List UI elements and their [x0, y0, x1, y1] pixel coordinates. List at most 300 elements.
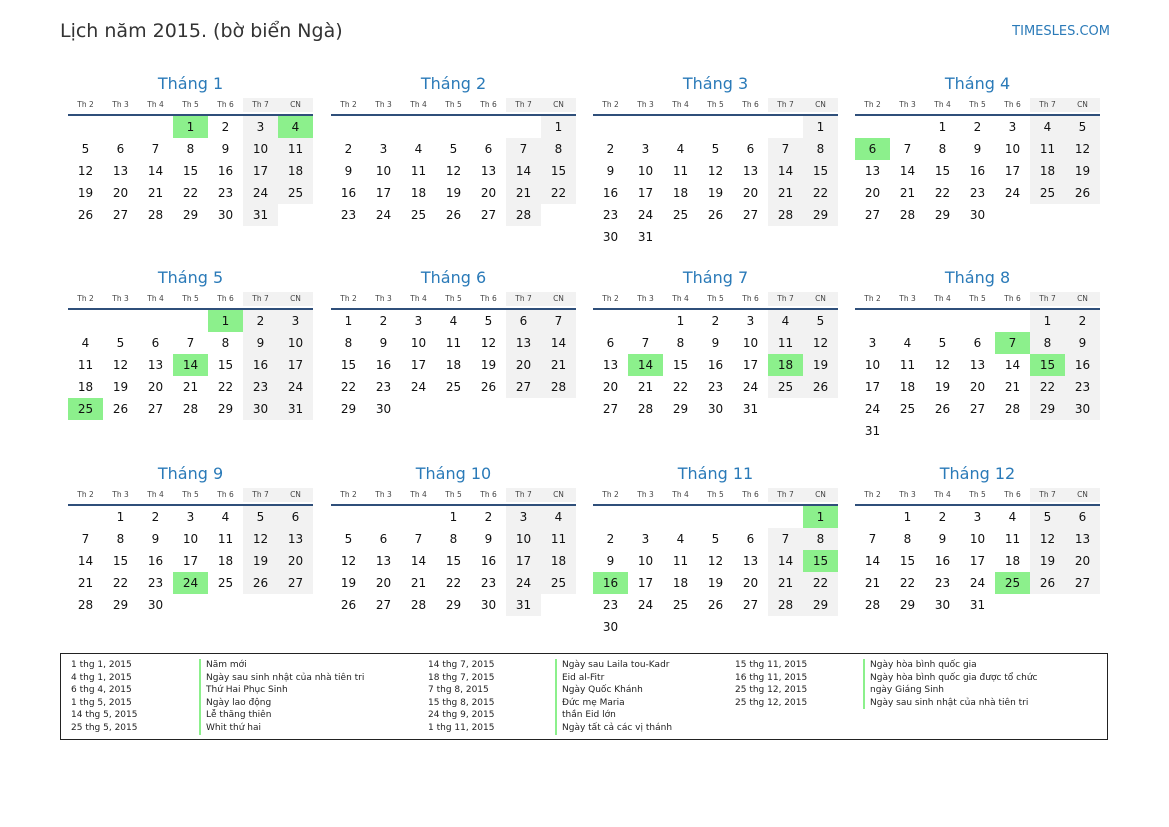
day-cell[interactable]: 15 [541, 160, 576, 182]
day-cell[interactable]: 11 [77, 358, 94, 372]
day-cell[interactable]: 6 [506, 310, 541, 332]
day-cell[interactable]: 9 [344, 164, 353, 178]
day-cell[interactable]: 28 [768, 594, 803, 616]
day-cell[interactable]: 12 [243, 528, 278, 550]
day-cell[interactable]: 14 [768, 160, 803, 182]
day-cell[interactable]: 12 [112, 358, 129, 372]
day-cell[interactable]: 6 [1065, 506, 1100, 528]
day-cell[interactable]: 17 [742, 358, 759, 372]
day-cell[interactable]: 2 [711, 314, 720, 328]
day-cell[interactable]: 13 [1065, 528, 1100, 550]
day-cell[interactable]: 9 [938, 532, 947, 546]
day-cell[interactable]: 14 [506, 160, 541, 182]
day-cell[interactable]: 5 [484, 314, 493, 328]
day-cell[interactable]: 24 [173, 572, 208, 594]
day-cell[interactable]: 30 [1065, 398, 1100, 420]
day-cell[interactable]: 15 [803, 550, 838, 572]
day-cell[interactable]: 25 [899, 402, 916, 416]
day-cell[interactable]: 10 [375, 164, 392, 178]
day-cell[interactable]: 25 [541, 572, 576, 594]
day-cell[interactable]: 3 [243, 116, 278, 138]
day-cell[interactable]: 5 [344, 532, 353, 546]
day-cell[interactable]: 27 [480, 208, 497, 222]
day-cell[interactable]: 31 [742, 402, 759, 416]
day-cell[interactable]: 6 [855, 138, 890, 160]
day-cell[interactable]: 11 [899, 358, 916, 372]
day-cell[interactable]: 2 [151, 510, 160, 524]
day-cell[interactable]: 15 [934, 164, 951, 178]
day-cell[interactable]: 29 [182, 208, 199, 222]
day-cell[interactable]: 29 [1030, 398, 1065, 420]
day-cell[interactable]: 6 [746, 532, 755, 546]
day-cell[interactable]: 22 [672, 380, 689, 394]
day-cell[interactable]: 3 [379, 142, 388, 156]
day-cell[interactable]: 23 [147, 576, 164, 590]
day-cell[interactable]: 27 [375, 598, 392, 612]
day-cell[interactable]: 17 [182, 554, 199, 568]
day-cell[interactable]: 9 [151, 532, 160, 546]
day-cell[interactable]: 16 [1065, 354, 1100, 376]
day-cell[interactable]: 26 [77, 208, 94, 222]
day-cell[interactable]: 22 [112, 576, 129, 590]
day-cell[interactable]: 4 [768, 310, 803, 332]
day-cell[interactable]: 9 [606, 164, 615, 178]
day-cell[interactable]: 14 [864, 554, 881, 568]
day-cell[interactable]: 8 [186, 142, 195, 156]
day-cell[interactable]: 12 [934, 358, 951, 372]
day-cell[interactable]: 1 [803, 506, 838, 528]
day-cell[interactable]: 26 [707, 598, 724, 612]
day-cell[interactable]: 19 [340, 576, 357, 590]
day-cell[interactable]: 1 [903, 510, 912, 524]
day-cell[interactable]: 11 [672, 554, 689, 568]
day-cell[interactable]: 29 [340, 402, 357, 416]
day-cell[interactable]: 20 [278, 550, 313, 572]
day-cell[interactable]: 9 [221, 142, 230, 156]
day-cell[interactable]: 19 [480, 358, 497, 372]
day-cell[interactable]: 27 [506, 376, 541, 398]
day-cell[interactable]: 25 [768, 376, 803, 398]
day-cell[interactable]: 4 [1008, 510, 1017, 524]
day-cell[interactable]: 23 [217, 186, 234, 200]
day-cell[interactable]: 26 [112, 402, 129, 416]
day-cell[interactable]: 30 [602, 230, 619, 244]
day-cell[interactable]: 17 [243, 160, 278, 182]
day-cell[interactable]: 13 [480, 164, 497, 178]
day-cell[interactable]: 30 [480, 598, 497, 612]
day-cell[interactable]: 6 [746, 142, 755, 156]
day-cell[interactable]: 16 [375, 358, 392, 372]
day-cell[interactable]: 6 [116, 142, 125, 156]
day-cell[interactable]: 9 [606, 554, 615, 568]
day-cell[interactable]: 23 [602, 208, 619, 222]
day-cell[interactable]: 16 [969, 164, 986, 178]
day-cell[interactable]: 27 [742, 208, 759, 222]
day-cell[interactable]: 11 [445, 336, 462, 350]
day-cell[interactable]: 14 [410, 554, 427, 568]
day-cell[interactable]: 5 [803, 310, 838, 332]
day-cell[interactable]: 10 [278, 332, 313, 354]
day-cell[interactable]: 7 [768, 528, 803, 550]
day-cell[interactable]: 28 [77, 598, 94, 612]
day-cell[interactable]: 1 [208, 310, 243, 332]
day-cell[interactable]: 15 [182, 164, 199, 178]
day-cell[interactable]: 21 [899, 186, 916, 200]
day-cell[interactable]: 7 [151, 142, 160, 156]
day-cell[interactable]: 21 [147, 186, 164, 200]
day-cell[interactable]: 21 [77, 576, 94, 590]
day-cell[interactable]: 23 [480, 576, 497, 590]
day-cell[interactable]: 23 [243, 376, 278, 398]
day-cell[interactable]: 15 [445, 554, 462, 568]
day-cell[interactable]: 30 [375, 402, 392, 416]
day-cell[interactable]: 29 [934, 208, 951, 222]
day-cell[interactable]: 3 [506, 506, 541, 528]
day-cell[interactable]: 1 [344, 314, 353, 328]
day-cell[interactable]: 26 [707, 208, 724, 222]
day-cell[interactable]: 29 [445, 598, 462, 612]
day-cell[interactable]: 8 [221, 336, 230, 350]
day-cell[interactable]: 20 [147, 380, 164, 394]
day-cell[interactable]: 12 [1030, 528, 1065, 550]
day-cell[interactable]: 2 [606, 142, 615, 156]
day-cell[interactable]: 26 [480, 380, 497, 394]
day-cell[interactable]: 9 [1065, 332, 1100, 354]
day-cell[interactable]: 21 [768, 572, 803, 594]
day-cell[interactable]: 6 [973, 336, 982, 350]
day-cell[interactable]: 13 [112, 164, 129, 178]
day-cell[interactable]: 7 [186, 336, 195, 350]
day-cell[interactable]: 23 [1065, 376, 1100, 398]
day-cell[interactable]: 1 [449, 510, 458, 524]
day-cell[interactable]: 14 [1004, 358, 1021, 372]
day-cell[interactable]: 20 [864, 186, 881, 200]
day-cell[interactable]: 14 [541, 332, 576, 354]
day-cell[interactable]: 10 [864, 358, 881, 372]
day-cell[interactable]: 13 [864, 164, 881, 178]
day-cell[interactable]: 17 [375, 186, 392, 200]
day-cell[interactable]: 12 [445, 164, 462, 178]
day-cell[interactable]: 16 [147, 554, 164, 568]
day-cell[interactable]: 21 [1004, 380, 1021, 394]
day-cell[interactable]: 31 [864, 424, 881, 438]
day-cell[interactable]: 20 [742, 186, 759, 200]
day-cell[interactable]: 25 [672, 208, 689, 222]
day-cell[interactable]: 31 [278, 398, 313, 420]
day-cell[interactable]: 16 [707, 358, 724, 372]
day-cell[interactable]: 14 [628, 354, 663, 376]
day-cell[interactable]: 15 [112, 554, 129, 568]
day-cell[interactable]: 28 [637, 402, 654, 416]
day-cell[interactable]: 25 [995, 572, 1030, 594]
day-cell[interactable]: 16 [480, 554, 497, 568]
day-cell[interactable]: 18 [445, 358, 462, 372]
day-cell[interactable]: 31 [243, 204, 278, 226]
day-cell[interactable]: 20 [969, 380, 986, 394]
day-cell[interactable]: 16 [602, 186, 619, 200]
day-cell[interactable]: 15 [1030, 354, 1065, 376]
day-cell[interactable]: 13 [278, 528, 313, 550]
day-cell[interactable]: 26 [340, 598, 357, 612]
day-cell[interactable]: 22 [541, 182, 576, 204]
day-cell[interactable]: 21 [768, 182, 803, 204]
day-cell[interactable]: 25 [217, 576, 234, 590]
day-cell[interactable]: 4 [541, 506, 576, 528]
day-cell[interactable]: 3 [868, 336, 877, 350]
day-cell[interactable]: 21 [637, 380, 654, 394]
day-cell[interactable]: 7 [868, 532, 877, 546]
day-cell[interactable]: 8 [449, 532, 458, 546]
day-cell[interactable]: 2 [938, 510, 947, 524]
day-cell[interactable]: 30 [707, 402, 724, 416]
day-cell[interactable]: 12 [803, 332, 838, 354]
day-cell[interactable]: 18 [278, 160, 313, 182]
day-cell[interactable]: 10 [742, 336, 759, 350]
day-cell[interactable]: 20 [602, 380, 619, 394]
day-cell[interactable]: 19 [77, 186, 94, 200]
day-cell[interactable]: 19 [1065, 160, 1100, 182]
day-cell[interactable]: 11 [672, 164, 689, 178]
day-cell[interactable]: 11 [541, 528, 576, 550]
day-cell[interactable]: 13 [147, 358, 164, 372]
day-cell[interactable]: 5 [449, 142, 458, 156]
day-cell[interactable]: 31 [637, 230, 654, 244]
day-cell[interactable]: 25 [445, 380, 462, 394]
day-cell[interactable]: 23 [340, 208, 357, 222]
day-cell[interactable]: 24 [278, 376, 313, 398]
day-cell[interactable]: 15 [672, 358, 689, 372]
day-cell[interactable]: 8 [938, 142, 947, 156]
day-cell[interactable]: 22 [899, 576, 916, 590]
day-cell[interactable]: 5 [81, 142, 90, 156]
day-cell[interactable]: 12 [340, 554, 357, 568]
day-cell[interactable]: 2 [1065, 310, 1100, 332]
day-cell[interactable]: 2 [606, 532, 615, 546]
day-cell[interactable]: 14 [77, 554, 94, 568]
day-cell[interactable]: 28 [541, 376, 576, 398]
day-cell[interactable]: 11 [1004, 532, 1021, 546]
day-cell[interactable]: 8 [541, 138, 576, 160]
day-cell[interactable]: 7 [506, 138, 541, 160]
day-cell[interactable]: 3 [641, 142, 650, 156]
day-cell[interactable]: 31 [969, 598, 986, 612]
day-cell[interactable]: 26 [803, 376, 838, 398]
day-cell[interactable]: 30 [969, 208, 986, 222]
day-cell[interactable]: 1 [676, 314, 685, 328]
day-cell[interactable]: 21 [410, 576, 427, 590]
day-cell[interactable]: 20 [112, 186, 129, 200]
day-cell[interactable]: 5 [711, 532, 720, 546]
day-cell[interactable]: 28 [768, 204, 803, 226]
day-cell[interactable]: 17 [1004, 164, 1021, 178]
day-cell[interactable]: 13 [969, 358, 986, 372]
day-cell[interactable]: 24 [969, 576, 986, 590]
day-cell[interactable]: 23 [602, 598, 619, 612]
day-cell[interactable]: 25 [1030, 182, 1065, 204]
day-cell[interactable]: 10 [506, 528, 541, 550]
day-cell[interactable]: 11 [768, 332, 803, 354]
day-cell[interactable]: 29 [803, 204, 838, 226]
day-cell[interactable]: 7 [81, 532, 90, 546]
day-cell[interactable]: 3 [973, 510, 982, 524]
day-cell[interactable]: 24 [375, 208, 392, 222]
day-cell[interactable]: 3 [278, 310, 313, 332]
day-cell[interactable]: 23 [375, 380, 392, 394]
day-cell[interactable]: 24 [410, 380, 427, 394]
day-cell[interactable]: 28 [506, 204, 541, 226]
day-cell[interactable]: 7 [641, 336, 650, 350]
day-cell[interactable]: 14 [173, 354, 208, 376]
day-cell[interactable]: 8 [116, 532, 125, 546]
day-cell[interactable]: 18 [410, 186, 427, 200]
day-cell[interactable]: 18 [768, 354, 803, 376]
day-cell[interactable]: 6 [606, 336, 615, 350]
day-cell[interactable]: 10 [410, 336, 427, 350]
day-cell[interactable]: 22 [182, 186, 199, 200]
day-cell[interactable]: 12 [77, 164, 94, 178]
day-cell[interactable]: 27 [742, 598, 759, 612]
day-cell[interactable]: 4 [81, 336, 90, 350]
day-cell[interactable]: 20 [480, 186, 497, 200]
day-cell[interactable]: 9 [973, 142, 982, 156]
brand-link[interactable]: TIMESLES.COM [1012, 24, 1110, 39]
day-cell[interactable]: 17 [637, 186, 654, 200]
day-cell[interactable]: 3 [414, 314, 423, 328]
day-cell[interactable]: 28 [147, 208, 164, 222]
day-cell[interactable]: 7 [768, 138, 803, 160]
day-cell[interactable]: 10 [637, 164, 654, 178]
day-cell[interactable]: 19 [445, 186, 462, 200]
day-cell[interactable]: 17 [637, 576, 654, 590]
day-cell[interactable]: 16 [217, 164, 234, 178]
day-cell[interactable]: 22 [340, 380, 357, 394]
day-cell[interactable]: 29 [899, 598, 916, 612]
day-cell[interactable]: 29 [672, 402, 689, 416]
day-cell[interactable]: 7 [414, 532, 423, 546]
day-cell[interactable]: 24 [506, 572, 541, 594]
day-cell[interactable]: 15 [217, 358, 234, 372]
day-cell[interactable]: 9 [243, 332, 278, 354]
day-cell[interactable]: 3 [186, 510, 195, 524]
day-cell[interactable]: 4 [903, 336, 912, 350]
day-cell[interactable]: 15 [899, 554, 916, 568]
day-cell[interactable]: 15 [803, 160, 838, 182]
day-cell[interactable]: 8 [803, 138, 838, 160]
day-cell[interactable]: 16 [593, 572, 628, 594]
day-cell[interactable]: 27 [969, 402, 986, 416]
day-cell[interactable]: 8 [676, 336, 685, 350]
day-cell[interactable]: 6 [278, 506, 313, 528]
day-cell[interactable]: 25 [68, 398, 103, 420]
day-cell[interactable]: 1 [803, 116, 838, 138]
day-cell[interactable]: 9 [379, 336, 388, 350]
day-cell[interactable]: 22 [803, 572, 838, 594]
day-cell[interactable]: 19 [707, 186, 724, 200]
day-cell[interactable]: 1 [1030, 310, 1065, 332]
day-cell[interactable]: 27 [1065, 572, 1100, 594]
day-cell[interactable]: 19 [934, 380, 951, 394]
day-cell[interactable]: 12 [480, 336, 497, 350]
day-cell[interactable]: 26 [1030, 572, 1065, 594]
day-cell[interactable]: 28 [899, 208, 916, 222]
day-cell[interactable]: 29 [803, 594, 838, 616]
day-cell[interactable]: 27 [112, 208, 129, 222]
day-cell[interactable]: 10 [243, 138, 278, 160]
day-cell[interactable]: 1 [173, 116, 208, 138]
day-cell[interactable]: 25 [410, 208, 427, 222]
day-cell[interactable]: 5 [1065, 116, 1100, 138]
day-cell[interactable]: 24 [637, 208, 654, 222]
day-cell[interactable]: 7 [541, 310, 576, 332]
day-cell[interactable]: 24 [243, 182, 278, 204]
day-cell[interactable]: 26 [445, 208, 462, 222]
day-cell[interactable]: 9 [711, 336, 720, 350]
day-cell[interactable]: 20 [375, 576, 392, 590]
day-cell[interactable]: 30 [147, 598, 164, 612]
day-cell[interactable]: 13 [742, 164, 759, 178]
day-cell[interactable]: 20 [1065, 550, 1100, 572]
day-cell[interactable]: 13 [602, 358, 619, 372]
day-cell[interactable]: 19 [707, 576, 724, 590]
day-cell[interactable]: 3 [1008, 120, 1017, 134]
day-cell[interactable]: 4 [221, 510, 230, 524]
day-cell[interactable]: 5 [116, 336, 125, 350]
day-cell[interactable]: 4 [1030, 116, 1065, 138]
day-cell[interactable]: 2 [344, 142, 353, 156]
day-cell[interactable]: 1 [116, 510, 125, 524]
day-cell[interactable]: 28 [182, 402, 199, 416]
day-cell[interactable]: 17 [278, 354, 313, 376]
day-cell[interactable]: 26 [934, 402, 951, 416]
day-cell[interactable]: 6 [151, 336, 160, 350]
day-cell[interactable]: 1 [541, 116, 576, 138]
day-cell[interactable]: 20 [506, 354, 541, 376]
day-cell[interactable]: 29 [217, 402, 234, 416]
day-cell[interactable]: 26 [243, 572, 278, 594]
day-cell[interactable]: 18 [1004, 554, 1021, 568]
day-cell[interactable]: 28 [864, 598, 881, 612]
day-cell[interactable]: 14 [899, 164, 916, 178]
day-cell[interactable]: 27 [602, 402, 619, 416]
day-cell[interactable]: 2 [379, 314, 388, 328]
day-cell[interactable]: 27 [147, 402, 164, 416]
day-cell[interactable]: 25 [278, 182, 313, 204]
day-cell[interactable]: 18 [672, 186, 689, 200]
day-cell[interactable]: 4 [414, 142, 423, 156]
day-cell[interactable]: 17 [506, 550, 541, 572]
day-cell[interactable]: 22 [803, 182, 838, 204]
day-cell[interactable]: 24 [637, 598, 654, 612]
day-cell[interactable]: 11 [278, 138, 313, 160]
day-cell[interactable]: 30 [934, 598, 951, 612]
day-cell[interactable]: 4 [449, 314, 458, 328]
day-cell[interactable]: 18 [541, 550, 576, 572]
day-cell[interactable]: 4 [278, 116, 313, 138]
day-cell[interactable]: 18 [899, 380, 916, 394]
day-cell[interactable]: 15 [340, 358, 357, 372]
day-cell[interactable]: 19 [243, 550, 278, 572]
day-cell[interactable]: 2 [484, 510, 493, 524]
day-cell[interactable]: 20 [742, 576, 759, 590]
day-cell[interactable]: 30 [217, 208, 234, 222]
day-cell[interactable]: 10 [182, 532, 199, 546]
day-cell[interactable]: 22 [217, 380, 234, 394]
day-cell[interactable]: 22 [1030, 376, 1065, 398]
day-cell[interactable]: 26 [1065, 182, 1100, 204]
day-cell[interactable]: 6 [484, 142, 493, 156]
day-cell[interactable]: 21 [541, 354, 576, 376]
day-cell[interactable]: 11 [410, 164, 427, 178]
